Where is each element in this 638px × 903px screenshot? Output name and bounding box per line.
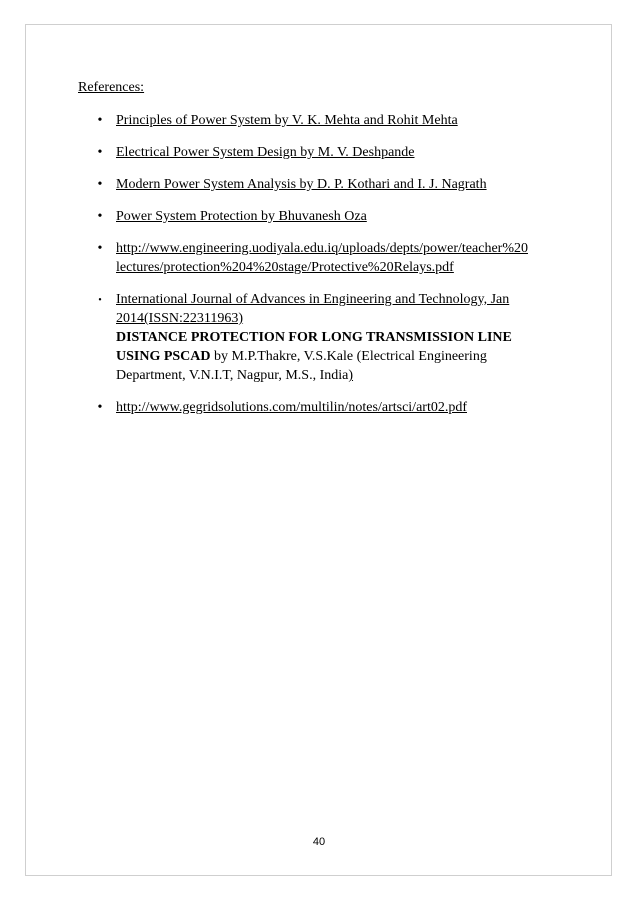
reference-text: Power System Protection by Bhuvanesh Oza [116,209,367,224]
reference-link[interactable]: http://www.gegridsolutions.com/multilin/notes/artsci/art02.pdf [116,400,467,415]
paper-authors-line-1: by M.P.Thakre, V.S.Kale (Electrical Engineering [210,349,487,364]
bullet-icon: • [97,400,103,415]
reference-text: Principles of Power System by V. K. Mehta and Rohit Mehta [116,113,458,128]
reference-item [78,111,568,130]
references-heading: References: [78,80,145,95]
closing-paren: ) [348,368,354,383]
reference-link-line-2[interactable]: lectures/protection%204%20stage/Protective%20Relays.pdf [116,260,454,275]
bullet-icon: • [97,177,103,192]
bullet-icon: • [97,145,103,160]
reference-text: Electrical Power System Design by M. V. Deshpande [116,145,415,160]
reference-item-link[interactable] [78,239,568,277]
reference-item [78,175,568,194]
reference-item [78,207,568,226]
journal-line-2: 2014(ISSN:22311963) [116,311,244,326]
paper-authors-line-2: Department, V.N.I.T, Nagpur, M.S., India [116,368,349,383]
paper-title-line-2: USING PSCAD [116,349,211,364]
reference-item [78,143,568,162]
reference-text: Modern Power System Analysis by D. P. Kothari and I. J. Nagrath [116,177,487,192]
reference-item-journal [78,290,568,385]
paper-title-line-1: DISTANCE PROTECTION FOR LONG TRANSMISSION LINE [116,330,512,345]
page-content [78,78,568,430]
bullet-icon: • [98,295,102,306]
journal-line-1: International Journal of Advances in Engineering and Technology, Jan [116,292,510,307]
bullet-icon: • [97,241,103,256]
reference-item-link[interactable] [78,398,568,417]
bullet-icon: • [97,113,103,128]
references-list [78,111,568,417]
bullet-icon: • [97,209,103,224]
page-number: 40 [312,836,326,848]
reference-link-line-1[interactable]: http://www.engineering.uodiyala.edu.iq/uploads/depts/power/teacher%20 [116,241,528,256]
